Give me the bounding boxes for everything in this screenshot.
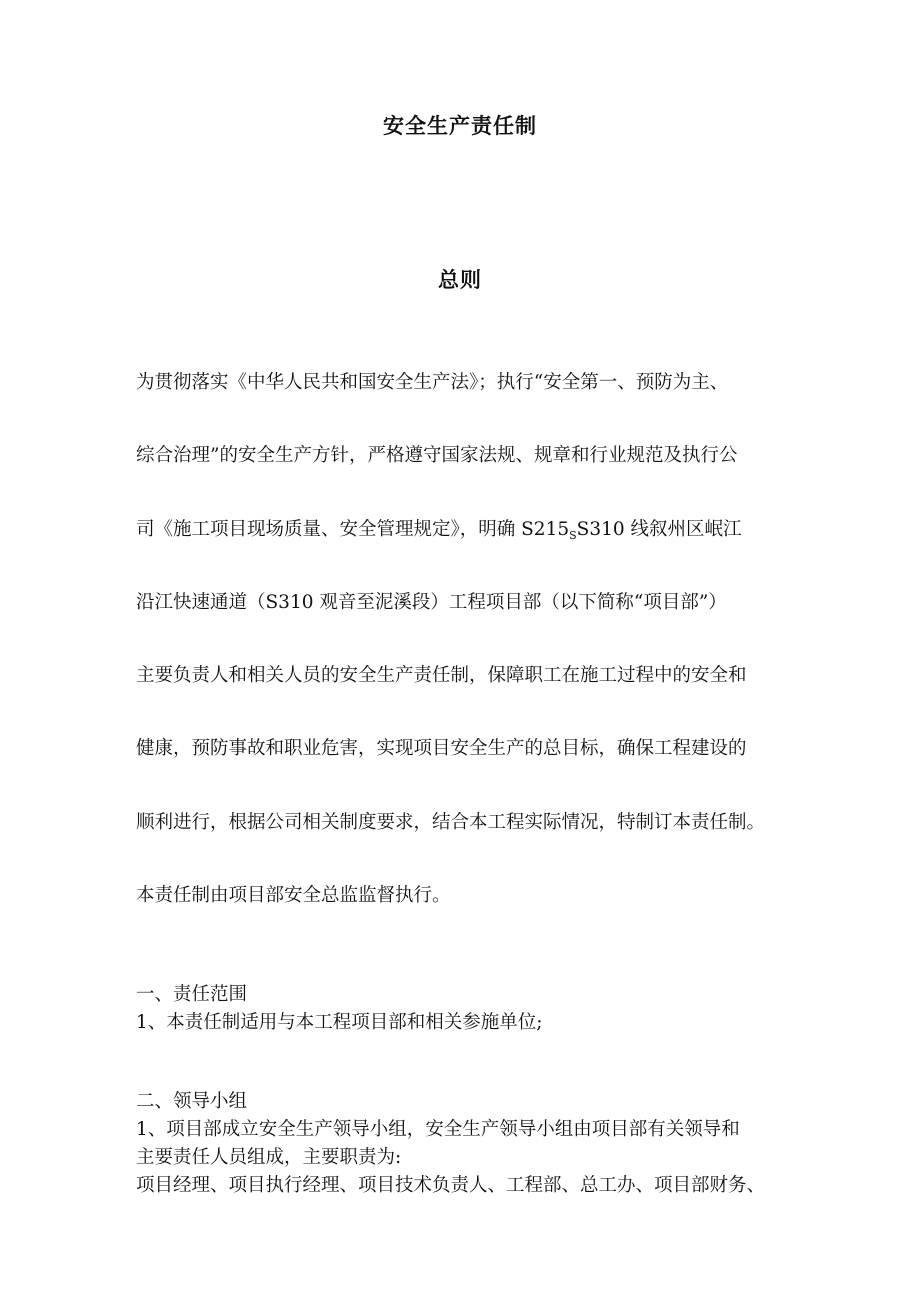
intro-paragraph — [0, 356, 920, 942]
intro-line: 综合治理”的安全生产方针，严格遵守国家法规、规章和行业规范及执行公 — [136, 445, 738, 467]
section-heading: 一、责任范围 — [136, 984, 248, 1005]
subscript-s: S — [569, 528, 577, 542]
section-responsibility-scope — [136, 981, 543, 1037]
document-title: 安全生产责任制 — [383, 114, 537, 138]
section-leadership-group — [136, 1088, 765, 1200]
intro-line: 为贯彻落实《中华人民共和国安全生产法》；执行“安全第一、预防为主、 — [136, 372, 729, 393]
intro-line-part: 司《施工项目现场质量、安全管理规定》，明确 S215 — [136, 518, 570, 540]
intro-line: 顺利进行，根据公司相关制度要求，结合本工程实际情况，特制订本责任制。 — [136, 811, 766, 833]
intro-line — [136, 503, 920, 576]
section-item: 1、项目部成立安全生产领导小组，安全生产领导小组由项目部有关领导和 — [136, 1119, 740, 1140]
section-item: 1、本责任制适用与本工程项目部和相关参施单位; — [136, 1012, 543, 1033]
intro-line: 健康，预防事故和职业危害，实现项目安全生产的总目标，确保工程建设的 — [136, 738, 747, 760]
intro-line: 主要负责人和相关人员的安全生产责任制，保障职工在施工过程中的安全和 — [136, 665, 747, 687]
section-heading: 二、领导小组 — [136, 1091, 248, 1112]
intro-line: 本责任制由项目部安全总监监督执行。 — [136, 885, 451, 907]
intro-line-part: S310 线叙州区岷江 — [576, 518, 742, 540]
intro-line: 沿江快速通道（S310 观音至泥溪段）工程项目部（以下简称“项目部”） — [136, 591, 727, 613]
section-item: 主要责任人员组成，主要职责为: — [136, 1147, 402, 1168]
section-title: 总则 — [438, 268, 482, 292]
section-item: 项目经理、项目执行经理、项目技术负责人、工程部、总工办、项目部财务、 — [136, 1175, 766, 1196]
